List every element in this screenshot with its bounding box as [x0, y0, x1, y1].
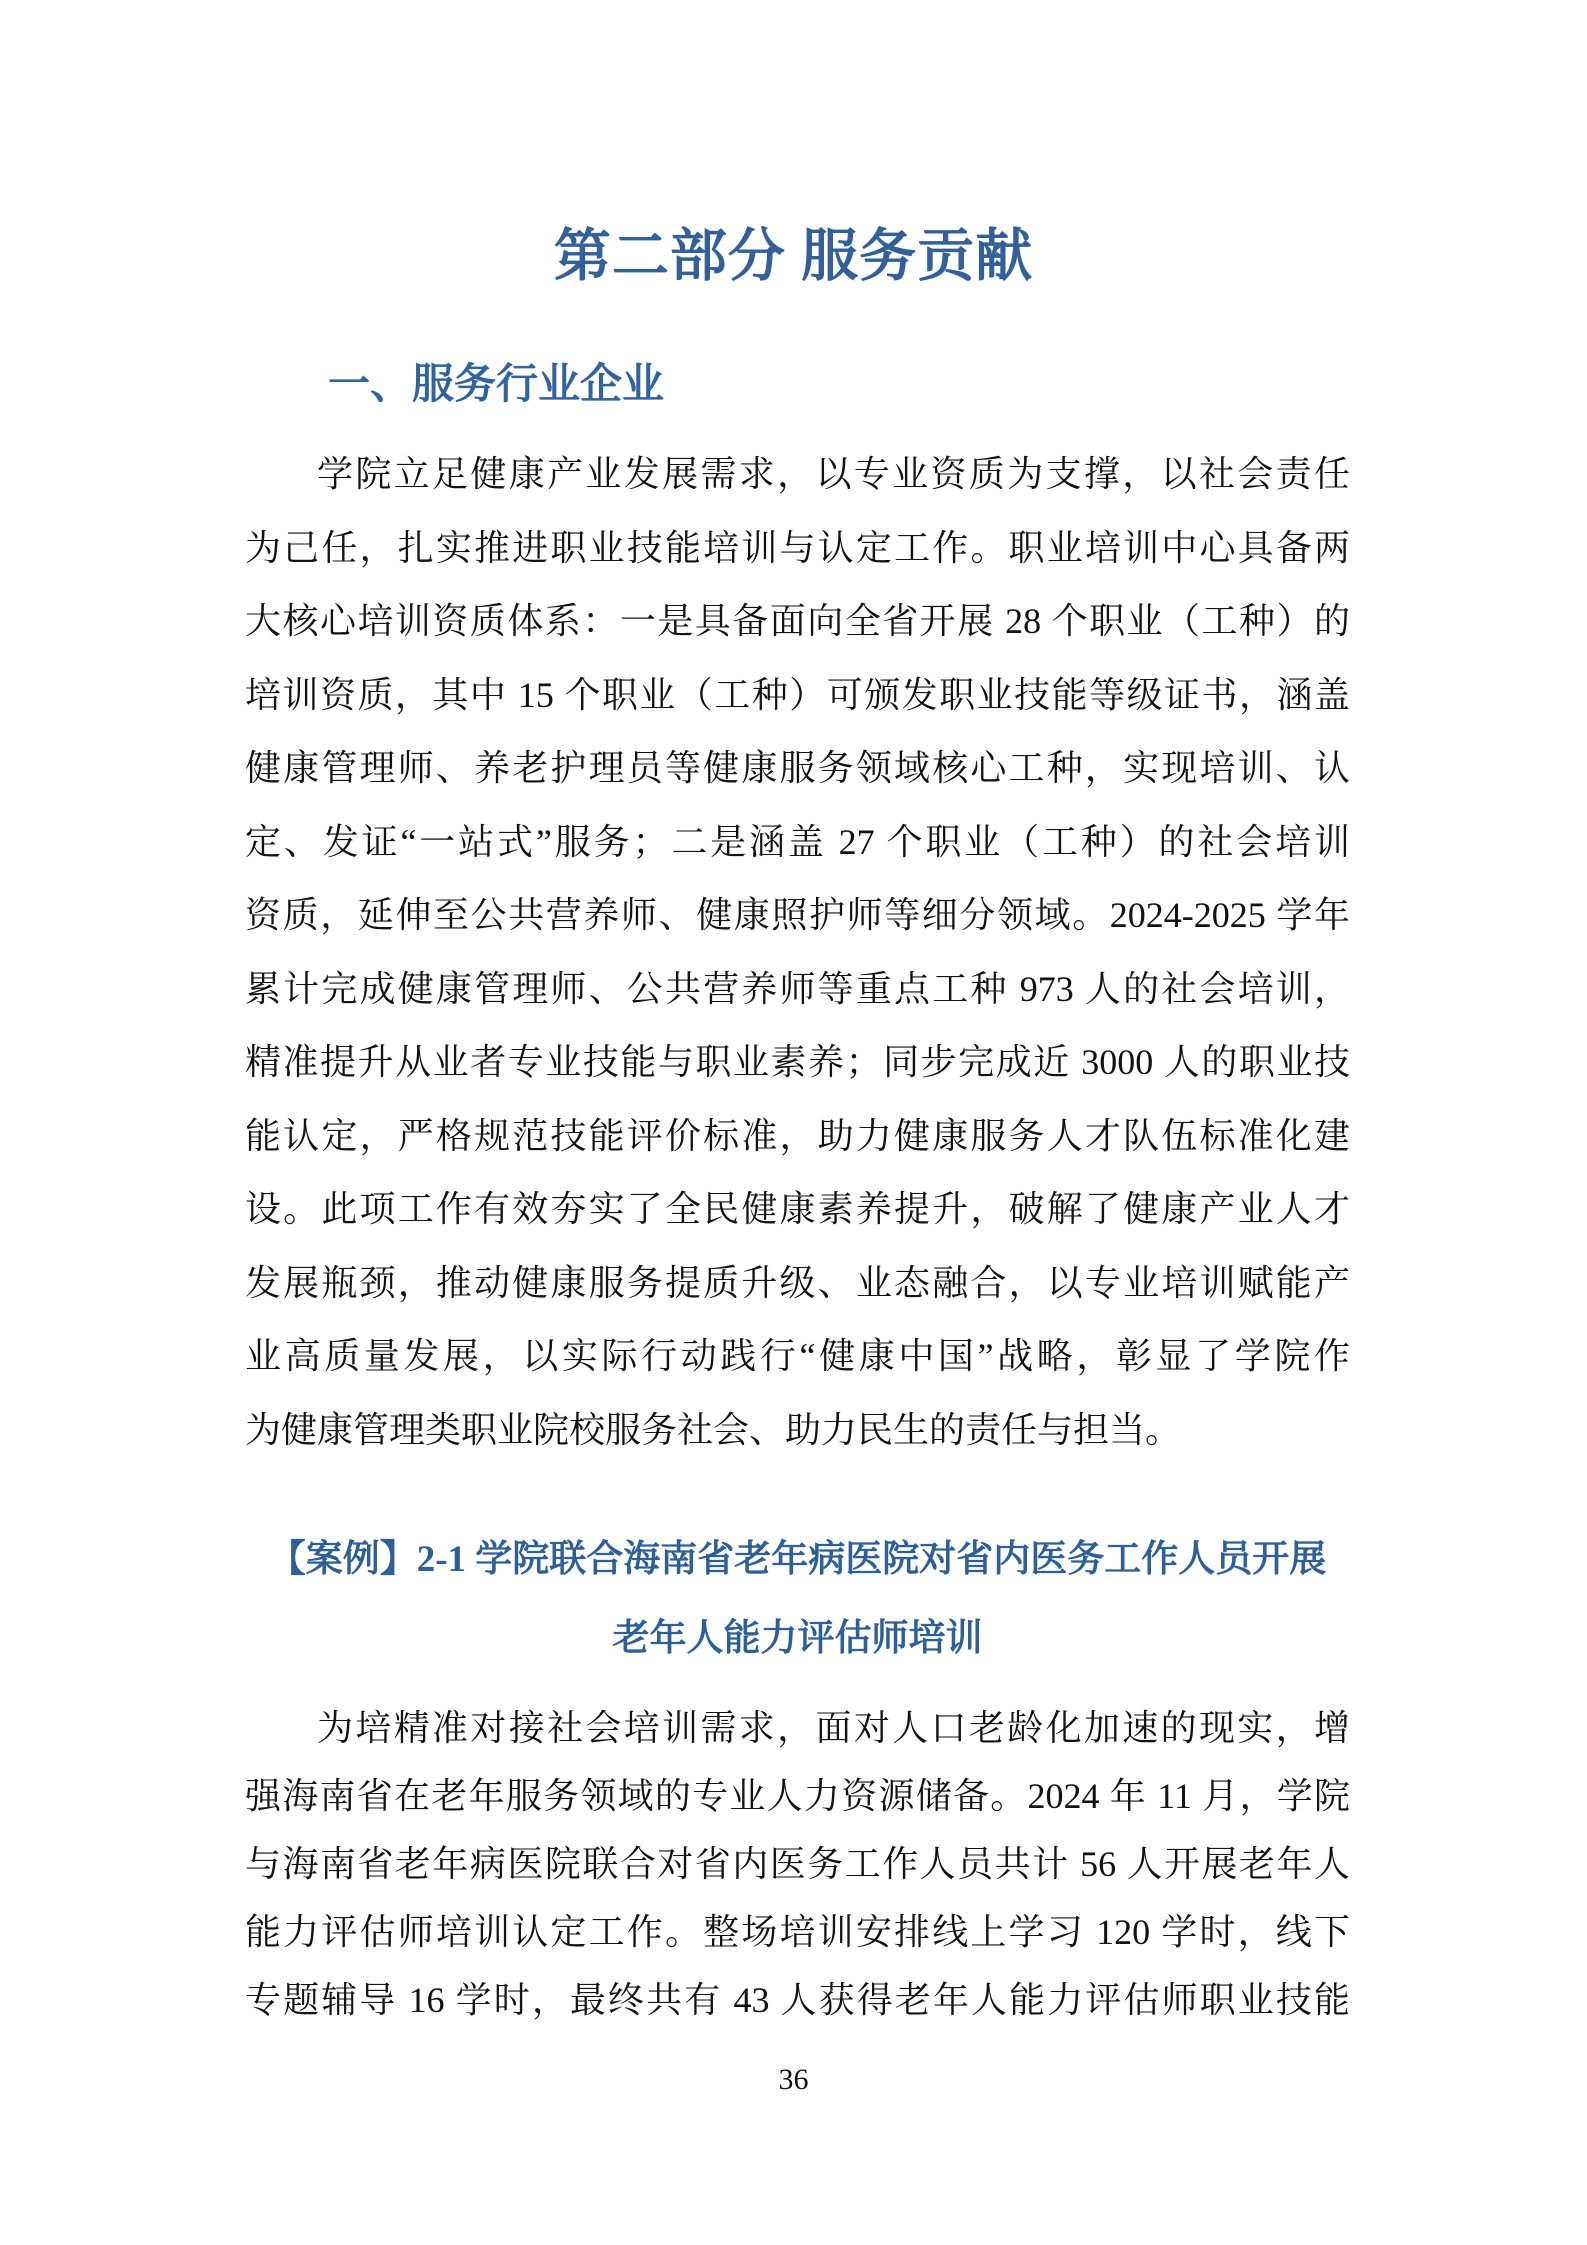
case-paragraph	[245, 1694, 1350, 2034]
case-paragraph-line: 为培精准对接社会培训需求，面对人口老龄化加速的现实，增	[317, 1708, 1350, 1748]
paragraph-line: 资质，延伸至公共营养师、健康照护师等细分领域。2024-2025 学年	[245, 895, 1350, 935]
case-paragraph-line: 能力评估师培训认定工作。整场培训安排线上学习 120 学时，线下	[245, 1912, 1350, 1952]
paragraph-line: 累计完成健康管理师、公共营养师等重点工种 973 人的社会培训，	[245, 968, 1350, 1009]
paragraph-line: 健康管理师、养老护理员等健康服务领域核心工种，实现培训、认	[245, 748, 1350, 788]
paragraph-line: 学院立足健康产业发展需求，以专业资质为支撑，以社会责任	[317, 454, 1350, 494]
paragraph-line: 为健康管理类职业院校服务社会、助力民生的责任与担当。	[245, 1409, 1182, 1450]
case-heading-line: 【案例】2-1 学院联合海南省老年病医院对省内医务工作人员开展	[268, 1539, 1327, 1580]
paragraph-line: 设。此项工作有效夯实了全民健康素养提升，破解了健康产业人才	[245, 1189, 1350, 1229]
case-heading	[245, 1520, 1350, 1678]
paragraph-line: 发展瓶颈，推动健康服务提质升级、业态融合，以专业培训赋能产	[245, 1262, 1350, 1303]
case-paragraph-line: 与海南省老年病医院联合对省内医务工作人员共计 56 人开展老年人	[245, 1844, 1350, 1884]
section-heading: 一、服务行业企业	[328, 360, 665, 407]
paragraph-line: 为己任，扎实推进职业技能培训与认定工作。职业培训中心具备两	[245, 527, 1350, 568]
page-number: 36	[778, 2063, 809, 2096]
body-paragraph	[245, 438, 1350, 1467]
case-heading-line: 老年人能力评估师培训	[612, 1618, 983, 1659]
paragraph-line: 培训资质，其中 15 个职业（工种）可颁发职业技能等级证书，涵盖	[245, 674, 1350, 715]
document-title: 第二部分 服务贡献	[553, 225, 1034, 288]
paragraph-line: 业高质量发展，以实际行动践行“健康中国”战略，彰显了学院作	[245, 1336, 1350, 1376]
case-paragraph-line: 专题辅导 16 学时，最终共有 43 人获得老年人能力评估师职业技能	[245, 1980, 1350, 2020]
case-paragraph-line: 强海南省在老年服务领域的专业人力资源储备。2024 年 11 月，学院	[245, 1776, 1350, 1816]
paragraph-line: 精准提升从业者专业技能与职业素养；同步完成近 3000 人的职业技	[245, 1042, 1350, 1082]
paragraph-line: 大核心培训资质体系：一是具备面向全省开展 28 个职业（工种）的	[245, 601, 1350, 641]
paragraph-line: 能认定，严格规范技能评价标准，助力健康服务人才队伍标准化建	[245, 1115, 1350, 1156]
paragraph-line: 定、发证“一站式”服务；二是涵盖 27 个职业（工种）的社会培训	[245, 821, 1350, 862]
text-column	[245, 362, 1350, 2034]
